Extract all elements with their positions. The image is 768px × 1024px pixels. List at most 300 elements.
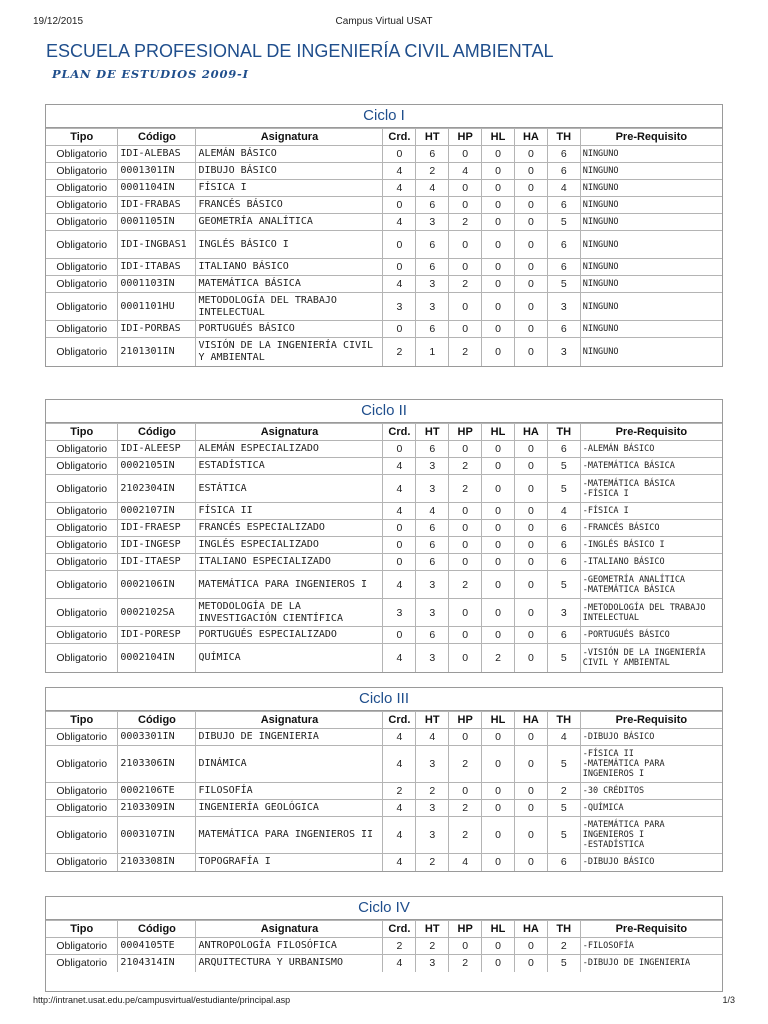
cell-creditos: 0 bbox=[383, 321, 416, 338]
cell-prerequisito bbox=[580, 231, 722, 259]
cell-hl: 0 bbox=[482, 938, 515, 955]
table-row bbox=[46, 441, 722, 458]
cell-creditos: 0 bbox=[383, 231, 416, 259]
cell-prerequisito bbox=[580, 817, 722, 854]
prerequisite-item: -INGLÉS BÁSICO I bbox=[582, 540, 665, 550]
cell-codigo: 0001103IN bbox=[118, 276, 196, 293]
cell-asignatura: ALEMÁN ESPECIALIZADO bbox=[196, 441, 383, 458]
table-header-row bbox=[46, 712, 722, 729]
plan-label: PLAN DE ESTUDIOS 2009-I bbox=[52, 67, 249, 81]
cell-prerequisito bbox=[580, 520, 722, 537]
cell-codigo: IDI-INGBAS1 bbox=[118, 231, 196, 259]
print-header bbox=[33, 16, 735, 30]
cell-asignatura: ANTROPOLOGÍA FILOSÓFICA bbox=[196, 938, 383, 955]
table-row bbox=[46, 197, 722, 214]
cycle-section bbox=[45, 687, 723, 872]
cell-hp: 0 bbox=[449, 146, 482, 163]
table-row bbox=[46, 817, 722, 854]
cell-codigo: IDI-ITABAS bbox=[118, 259, 196, 276]
prerequisite-item: -ESTADÍSTICA bbox=[582, 840, 645, 850]
column-header: TH bbox=[547, 712, 580, 729]
cell-ht: 3 bbox=[416, 475, 449, 503]
cell-prerequisito bbox=[580, 955, 722, 972]
cycle-title: Ciclo I bbox=[46, 105, 722, 128]
cell-ht: 3 bbox=[416, 746, 449, 783]
cell-th: 5 bbox=[547, 276, 580, 293]
cell-tipo: Obligatorio bbox=[46, 627, 118, 644]
cell-ha: 0 bbox=[514, 231, 547, 259]
cell-asignatura: TOPOGRAFÍA I bbox=[196, 854, 383, 871]
cell-codigo: 0001104IN bbox=[118, 180, 196, 197]
cell-asignatura: FÍSICA I bbox=[196, 180, 383, 197]
cell-ht: 4 bbox=[416, 729, 449, 746]
column-header: TH bbox=[547, 424, 580, 441]
curriculum-table bbox=[46, 711, 722, 871]
cell-hp: 0 bbox=[449, 938, 482, 955]
cell-ha: 0 bbox=[514, 783, 547, 800]
prerequisite-item: NINGUNO bbox=[582, 200, 619, 210]
cell-ht: 3 bbox=[416, 571, 449, 599]
table-row bbox=[46, 599, 722, 627]
table-row bbox=[46, 276, 722, 293]
cell-ha: 0 bbox=[514, 441, 547, 458]
curriculum-table bbox=[46, 423, 722, 672]
cell-codigo: 0001105IN bbox=[118, 214, 196, 231]
cell-ha: 0 bbox=[514, 938, 547, 955]
column-header: HA bbox=[514, 712, 547, 729]
cell-hp: 2 bbox=[449, 746, 482, 783]
cell-hp: 0 bbox=[449, 520, 482, 537]
cell-hl: 0 bbox=[482, 503, 515, 520]
cell-tipo: Obligatorio bbox=[46, 338, 118, 366]
cell-codigo: 2103308IN bbox=[118, 854, 196, 871]
cell-ha: 0 bbox=[514, 644, 547, 672]
cell-hp: 0 bbox=[449, 644, 482, 672]
prerequisite-item: -MATEMÁTICA BÁSICA bbox=[582, 478, 675, 489]
cell-codigo: IDI-PORBAS bbox=[118, 321, 196, 338]
table-row bbox=[46, 293, 722, 321]
cell-tipo: Obligatorio bbox=[46, 817, 118, 854]
cell-th: 2 bbox=[547, 938, 580, 955]
cell-ha: 0 bbox=[514, 599, 547, 627]
prerequisite-item: -FÍSICA I bbox=[582, 488, 629, 499]
cell-ha: 0 bbox=[514, 520, 547, 537]
column-header: Tipo bbox=[46, 712, 118, 729]
cell-creditos: 0 bbox=[383, 259, 416, 276]
prerequisite-item: -MATEMÁTICA PARA INGENIEROS I bbox=[582, 759, 665, 779]
cell-prerequisito bbox=[580, 458, 722, 475]
cell-prerequisito bbox=[580, 783, 722, 800]
cell-th: 5 bbox=[547, 955, 580, 972]
cell-hl: 0 bbox=[482, 800, 515, 817]
cell-creditos: 0 bbox=[383, 627, 416, 644]
cell-th: 6 bbox=[547, 231, 580, 259]
cell-ht: 3 bbox=[416, 293, 449, 321]
column-header: HA bbox=[514, 424, 547, 441]
cell-prerequisito bbox=[580, 729, 722, 746]
cycle-section bbox=[45, 104, 723, 367]
column-header: TH bbox=[547, 921, 580, 938]
cell-hl: 0 bbox=[482, 571, 515, 599]
table-row bbox=[46, 321, 722, 338]
cell-hl: 0 bbox=[482, 441, 515, 458]
cell-prerequisito bbox=[580, 197, 722, 214]
cell-hl: 0 bbox=[482, 338, 515, 366]
cell-hp: 0 bbox=[449, 259, 482, 276]
cell-codigo: 0002106TE bbox=[118, 783, 196, 800]
cell-prerequisito bbox=[580, 163, 722, 180]
column-header: HP bbox=[449, 424, 482, 441]
cell-creditos: 2 bbox=[383, 938, 416, 955]
cell-ht: 2 bbox=[416, 783, 449, 800]
column-header: HT bbox=[416, 921, 449, 938]
cell-hl: 0 bbox=[482, 554, 515, 571]
cell-hp: 2 bbox=[449, 458, 482, 475]
cell-tipo: Obligatorio bbox=[46, 955, 118, 972]
cell-tipo: Obligatorio bbox=[46, 599, 118, 627]
print-footer bbox=[33, 995, 735, 1009]
cell-asignatura: INGLÉS BÁSICO I bbox=[196, 231, 383, 259]
table-header-row bbox=[46, 921, 722, 938]
cell-creditos: 0 bbox=[383, 554, 416, 571]
column-header: HT bbox=[416, 712, 449, 729]
column-header: Pre-Requisito bbox=[580, 129, 722, 146]
cell-creditos: 4 bbox=[383, 214, 416, 231]
cell-ht: 6 bbox=[416, 146, 449, 163]
cell-asignatura: MATEMÁTICA PARA INGENIEROS II bbox=[196, 817, 383, 854]
prerequisite-item: -ALEMÁN BÁSICO bbox=[582, 444, 655, 454]
cell-codigo: 2101301IN bbox=[118, 338, 196, 366]
column-header: Código bbox=[118, 921, 196, 938]
cell-ht: 6 bbox=[416, 197, 449, 214]
cycle-title: Ciclo II bbox=[46, 400, 722, 423]
cell-hl: 0 bbox=[482, 458, 515, 475]
table-row bbox=[46, 854, 722, 871]
cell-asignatura: DIBUJO BÁSICO bbox=[196, 163, 383, 180]
cell-ha: 0 bbox=[514, 146, 547, 163]
cell-ha: 0 bbox=[514, 197, 547, 214]
prerequisite-item: -FÍSICA II bbox=[582, 749, 634, 759]
cell-asignatura: ITALIANO BÁSICO bbox=[196, 259, 383, 276]
cell-th: 6 bbox=[547, 537, 580, 554]
curriculum-table bbox=[46, 920, 722, 972]
cell-creditos: 0 bbox=[383, 146, 416, 163]
cell-ha: 0 bbox=[514, 259, 547, 276]
cell-codigo: 0003107IN bbox=[118, 817, 196, 854]
cell-hp: 2 bbox=[449, 475, 482, 503]
print-date: 19/12/2015 bbox=[33, 16, 84, 27]
cell-hp: 0 bbox=[449, 321, 482, 338]
cell-creditos: 2 bbox=[383, 338, 416, 366]
cell-creditos: 4 bbox=[383, 955, 416, 972]
cell-tipo: Obligatorio bbox=[46, 554, 118, 571]
cell-prerequisito bbox=[580, 321, 722, 338]
column-header: HT bbox=[416, 129, 449, 146]
cell-hl: 0 bbox=[482, 520, 515, 537]
prerequisite-item: NINGUNO bbox=[582, 262, 619, 272]
cell-tipo: Obligatorio bbox=[46, 783, 118, 800]
cycle-section bbox=[45, 399, 723, 673]
cell-tipo: Obligatorio bbox=[46, 214, 118, 231]
column-header: Código bbox=[118, 712, 196, 729]
table-row bbox=[46, 955, 722, 972]
cell-hp: 0 bbox=[449, 231, 482, 259]
cell-tipo: Obligatorio bbox=[46, 259, 118, 276]
cell-hl: 0 bbox=[482, 729, 515, 746]
cell-prerequisito bbox=[580, 441, 722, 458]
cell-th: 3 bbox=[547, 293, 580, 321]
cell-codigo: 0002104IN bbox=[118, 644, 196, 672]
prerequisite-item: NINGUNO bbox=[582, 149, 619, 159]
cell-ha: 0 bbox=[514, 854, 547, 871]
cell-ht: 3 bbox=[416, 644, 449, 672]
prerequisite-item: -VISIÓN DE LA INGENIERÍA CIVIL Y AMBIENTAL bbox=[582, 647, 706, 668]
prerequisite-item: NINGUNO bbox=[582, 301, 619, 312]
cell-hp: 0 bbox=[449, 554, 482, 571]
cell-ht: 6 bbox=[416, 520, 449, 537]
cell-ht: 4 bbox=[416, 503, 449, 520]
curriculum-table bbox=[46, 128, 722, 366]
column-header: Asignatura bbox=[196, 712, 383, 729]
cell-prerequisito bbox=[580, 938, 722, 955]
cell-codigo: 0001101HU bbox=[118, 293, 196, 321]
cell-codigo: IDI-ITAESP bbox=[118, 554, 196, 571]
cell-tipo: Obligatorio bbox=[46, 231, 118, 259]
cell-hp: 2 bbox=[449, 817, 482, 854]
column-header: Tipo bbox=[46, 921, 118, 938]
cell-hp: 0 bbox=[449, 729, 482, 746]
cell-hp: 2 bbox=[449, 800, 482, 817]
cell-ha: 0 bbox=[514, 321, 547, 338]
prerequisite-item: -DIBUJO BÁSICO bbox=[582, 732, 655, 742]
prerequisite-item: -FÍSICA I bbox=[582, 506, 629, 516]
cell-th: 5 bbox=[547, 644, 580, 672]
cell-ht: 6 bbox=[416, 321, 449, 338]
cell-codigo: 0002107IN bbox=[118, 503, 196, 520]
cell-hp: 2 bbox=[449, 276, 482, 293]
column-header: HP bbox=[449, 712, 482, 729]
cell-hp: 0 bbox=[449, 197, 482, 214]
column-header: Asignatura bbox=[196, 129, 383, 146]
cell-hl: 0 bbox=[482, 854, 515, 871]
cell-th: 3 bbox=[547, 599, 580, 627]
table-row bbox=[46, 537, 722, 554]
table-row bbox=[46, 729, 722, 746]
cell-th: 6 bbox=[547, 197, 580, 214]
column-header: Crd. bbox=[383, 129, 416, 146]
cell-hl: 0 bbox=[482, 231, 515, 259]
cell-hp: 0 bbox=[449, 627, 482, 644]
table-row bbox=[46, 259, 722, 276]
cell-tipo: Obligatorio bbox=[46, 800, 118, 817]
column-header: HL bbox=[482, 921, 515, 938]
prerequisite-item: NINGUNO bbox=[582, 239, 619, 250]
cell-creditos: 4 bbox=[383, 276, 416, 293]
cell-th: 5 bbox=[547, 800, 580, 817]
cell-ha: 0 bbox=[514, 746, 547, 783]
cell-creditos: 4 bbox=[383, 475, 416, 503]
cell-asignatura: INGENIERÍA GEOLÓGICA bbox=[196, 800, 383, 817]
table-header-row bbox=[46, 129, 722, 146]
cell-hl: 0 bbox=[482, 627, 515, 644]
cell-hp: 0 bbox=[449, 503, 482, 520]
cell-creditos: 2 bbox=[383, 783, 416, 800]
cell-creditos: 4 bbox=[383, 729, 416, 746]
cell-prerequisito bbox=[580, 503, 722, 520]
cell-prerequisito bbox=[580, 537, 722, 554]
cell-prerequisito bbox=[580, 571, 722, 599]
table-row bbox=[46, 783, 722, 800]
cell-creditos: 4 bbox=[383, 817, 416, 854]
cell-prerequisito bbox=[580, 599, 722, 627]
cell-tipo: Obligatorio bbox=[46, 644, 118, 672]
prerequisite-item: -MATEMÁTICA BÁSICA bbox=[582, 584, 675, 595]
cell-ha: 0 bbox=[514, 475, 547, 503]
cell-ht: 3 bbox=[416, 817, 449, 854]
column-header: Tipo bbox=[46, 129, 118, 146]
table-row bbox=[46, 503, 722, 520]
cell-th: 6 bbox=[547, 146, 580, 163]
cell-tipo: Obligatorio bbox=[46, 854, 118, 871]
prerequisite-item: -MATEMÁTICA BÁSICA bbox=[582, 461, 675, 471]
cell-codigo: 0004105TE bbox=[118, 938, 196, 955]
cell-tipo: Obligatorio bbox=[46, 503, 118, 520]
cell-hp: 0 bbox=[449, 441, 482, 458]
cell-tipo: Obligatorio bbox=[46, 475, 118, 503]
cell-th: 5 bbox=[547, 746, 580, 783]
cell-prerequisito bbox=[580, 146, 722, 163]
cell-asignatura: GEOMETRÍA ANALÍTICA bbox=[196, 214, 383, 231]
column-header: HL bbox=[482, 424, 515, 441]
cell-asignatura: DIBUJO DE INGENIERIA bbox=[196, 729, 383, 746]
cell-hl: 0 bbox=[482, 746, 515, 783]
cell-hp: 4 bbox=[449, 854, 482, 871]
column-header: Código bbox=[118, 424, 196, 441]
print-page-number: 1/3 bbox=[722, 995, 735, 1005]
cell-ha: 0 bbox=[514, 163, 547, 180]
cell-creditos: 3 bbox=[383, 599, 416, 627]
cell-tipo: Obligatorio bbox=[46, 163, 118, 180]
cell-codigo: IDI-PORESP bbox=[118, 627, 196, 644]
table-row bbox=[46, 231, 722, 259]
prerequisite-item: NINGUNO bbox=[582, 217, 619, 227]
cell-creditos: 0 bbox=[383, 520, 416, 537]
cell-codigo: 0002105IN bbox=[118, 458, 196, 475]
column-header: HP bbox=[449, 921, 482, 938]
prerequisite-item: NINGUNO bbox=[582, 324, 619, 334]
cell-tipo: Obligatorio bbox=[46, 197, 118, 214]
cell-codigo: 0001301IN bbox=[118, 163, 196, 180]
cell-hp: 2 bbox=[449, 955, 482, 972]
cell-hl: 0 bbox=[482, 817, 515, 854]
cell-prerequisito bbox=[580, 800, 722, 817]
cell-th: 6 bbox=[547, 321, 580, 338]
cell-creditos: 4 bbox=[383, 503, 416, 520]
cell-ha: 0 bbox=[514, 214, 547, 231]
cell-asignatura: FRANCÉS ESPECIALIZADO bbox=[196, 520, 383, 537]
cell-tipo: Obligatorio bbox=[46, 938, 118, 955]
cell-prerequisito bbox=[580, 644, 722, 672]
cell-prerequisito bbox=[580, 180, 722, 197]
table-row bbox=[46, 338, 722, 366]
cell-ha: 0 bbox=[514, 554, 547, 571]
cell-asignatura: ESTADÍSTICA bbox=[196, 458, 383, 475]
cell-ht: 3 bbox=[416, 955, 449, 972]
cell-prerequisito bbox=[580, 338, 722, 366]
prerequisite-item: -ITALIANO BÁSICO bbox=[582, 557, 665, 567]
table-row bbox=[46, 554, 722, 571]
cell-codigo: IDI-INGESP bbox=[118, 537, 196, 554]
cell-th: 6 bbox=[547, 520, 580, 537]
cell-ha: 0 bbox=[514, 458, 547, 475]
cell-th: 6 bbox=[547, 554, 580, 571]
table-row bbox=[46, 938, 722, 955]
cell-codigo: IDI-FRAESP bbox=[118, 520, 196, 537]
cell-ha: 0 bbox=[514, 276, 547, 293]
prerequisite-item: -PORTUGUÉS BÁSICO bbox=[582, 630, 670, 640]
cell-creditos: 0 bbox=[383, 441, 416, 458]
cell-asignatura: FRANCÉS BÁSICO bbox=[196, 197, 383, 214]
cell-prerequisito bbox=[580, 293, 722, 321]
cell-prerequisito bbox=[580, 746, 722, 783]
prerequisite-item: -MATEMÁTICA PARA INGENIEROS I bbox=[582, 820, 665, 840]
cell-th: 5 bbox=[547, 475, 580, 503]
table-row bbox=[46, 644, 722, 672]
print-page-title: Campus Virtual USAT bbox=[335, 16, 433, 27]
cell-hp: 0 bbox=[449, 537, 482, 554]
cell-creditos: 4 bbox=[383, 644, 416, 672]
cell-tipo: Obligatorio bbox=[46, 729, 118, 746]
cell-codigo: IDI-FRABAS bbox=[118, 197, 196, 214]
prerequisite-item: -METODOLOGÍA DEL TRABAJO INTELECTUAL bbox=[582, 602, 706, 623]
cell-ha: 0 bbox=[514, 817, 547, 854]
cell-creditos: 3 bbox=[383, 293, 416, 321]
cell-th: 4 bbox=[547, 729, 580, 746]
cell-codigo: 2103309IN bbox=[118, 800, 196, 817]
cell-creditos: 0 bbox=[383, 537, 416, 554]
cell-asignatura: QUÍMICA bbox=[196, 644, 383, 672]
cell-ha: 0 bbox=[514, 955, 547, 972]
cell-hl: 0 bbox=[482, 321, 515, 338]
cell-asignatura: FÍSICA II bbox=[196, 503, 383, 520]
cell-ha: 0 bbox=[514, 338, 547, 366]
prerequisite-item: -FRANCÉS BÁSICO bbox=[582, 523, 660, 533]
cell-ht: 4 bbox=[416, 180, 449, 197]
cell-ht: 6 bbox=[416, 554, 449, 571]
cell-th: 4 bbox=[547, 503, 580, 520]
prerequisite-item: NINGUNO bbox=[582, 279, 619, 289]
cell-th: 4 bbox=[547, 180, 580, 197]
column-header: Crd. bbox=[383, 921, 416, 938]
cell-th: 6 bbox=[547, 163, 580, 180]
cell-codigo: IDI-ALEESP bbox=[118, 441, 196, 458]
column-header: HT bbox=[416, 424, 449, 441]
prerequisite-item: -FILOSOFÍA bbox=[582, 941, 634, 951]
cell-codigo: 2102304IN bbox=[118, 475, 196, 503]
column-header: HL bbox=[482, 712, 515, 729]
cell-th: 5 bbox=[547, 458, 580, 475]
cell-hp: 4 bbox=[449, 163, 482, 180]
cell-hl: 0 bbox=[482, 146, 515, 163]
table-row bbox=[46, 163, 722, 180]
column-header: Pre-Requisito bbox=[580, 921, 722, 938]
cell-codigo: 0002102SA bbox=[118, 599, 196, 627]
cell-asignatura: VISIÓN DE LA INGENIERÍA CIVIL Y AMBIENTAL bbox=[196, 338, 383, 366]
cell-th: 2 bbox=[547, 783, 580, 800]
cell-asignatura: FILOSOFÍA bbox=[196, 783, 383, 800]
cell-asignatura: ARQUITECTURA Y URBANISMO bbox=[196, 955, 383, 972]
cell-prerequisito bbox=[580, 627, 722, 644]
